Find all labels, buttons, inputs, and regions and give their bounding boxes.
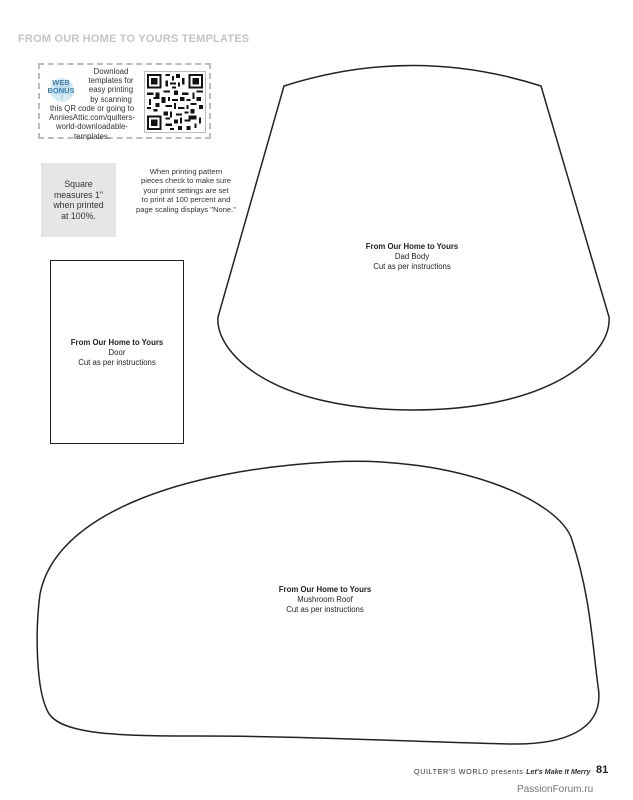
- roof-label-name: Mushroom Roof: [297, 594, 353, 604]
- footer-title: Let's Make It Merry: [526, 767, 591, 776]
- door-label-title: From Our Home to Yours: [70, 338, 164, 347]
- mushroom-roof-label: [255, 585, 395, 614]
- square-line-4: at 100%.: [61, 210, 96, 221]
- page-number: 81: [596, 764, 609, 776]
- square-line-2: measures 1": [53, 189, 104, 200]
- bonus-line-1: Download: [93, 67, 129, 76]
- bonus-line-8: templates.: [74, 131, 110, 141]
- dad-body-label-title: From Our Home to Yours: [365, 242, 459, 251]
- bonus-line-4: by scanning: [90, 94, 132, 104]
- dad-body-shape: [218, 66, 609, 411]
- bonus-line-3: easy printing: [88, 85, 134, 95]
- page-footer: [414, 767, 591, 776]
- dad-body-label: [342, 242, 482, 271]
- footer-publisher: QUILTER'S WORLD presents: [414, 767, 527, 776]
- door-label: [55, 338, 179, 367]
- dad-body-label-name: Dad Body: [394, 251, 430, 261]
- roof-label-title: From Our Home to Yours: [278, 585, 372, 594]
- bonus-line-5: this QR code or going to: [49, 104, 135, 113]
- square-line-3: when printed: [53, 200, 104, 210]
- square-line-1: Square: [64, 179, 93, 189]
- roof-label-instruction: Cut as per instructions: [286, 604, 364, 614]
- dad-body-label-instruction: Cut as per instructions: [373, 261, 451, 271]
- print-note-line-1: When printing pattern: [149, 167, 223, 176]
- print-note-line-4: to print at 100 percent and: [141, 195, 231, 205]
- door-label-name: Door: [108, 347, 126, 357]
- web-bonus-badge-text: WEB BONUS: [47, 78, 75, 95]
- print-note-line-3: your print settings are set: [143, 185, 229, 195]
- page-header: FROM OUR HOME TO YOURS TEMPLATES: [18, 33, 250, 45]
- print-note-line-2: pieces check to make sure: [141, 176, 231, 186]
- bonus-line-7: world-downloadable-: [56, 122, 128, 132]
- watermark-text: PassionForum.ru: [517, 784, 594, 795]
- print-note-line-5: page scaling displays "None.": [136, 204, 236, 214]
- bonus-line-2: templates for: [88, 76, 134, 86]
- door-label-instruction: Cut as per instructions: [78, 357, 156, 367]
- bonus-line-6: AnniesAttic.com/quilters-: [49, 113, 135, 123]
